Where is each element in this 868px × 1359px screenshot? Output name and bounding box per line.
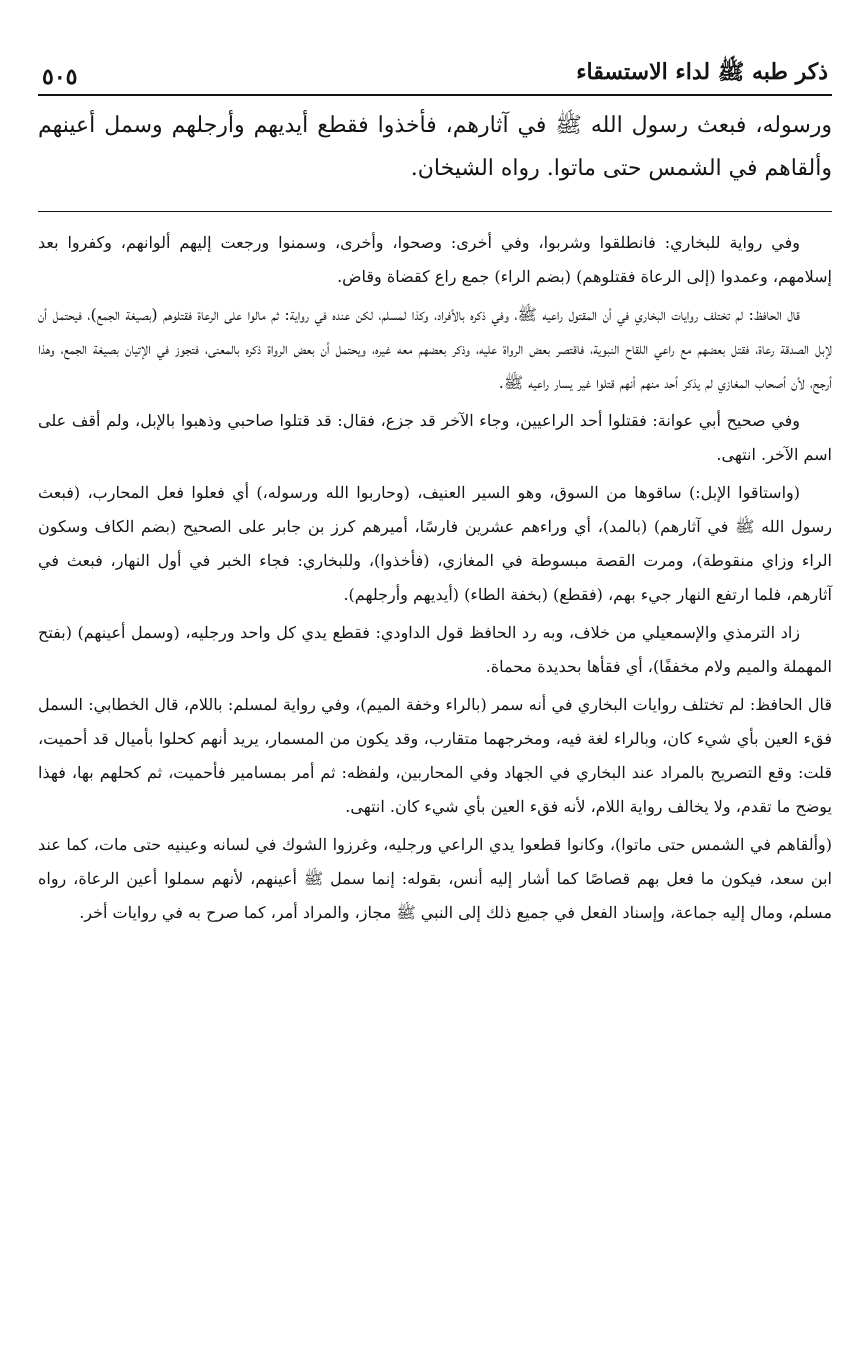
main-hadith-text: ورسوله، فبعث رسول الله ﷺ في آثارهم، فأخذوا فقطع أيديهم وأرجلهم وسمل أعينهم وألقاهم في الشمس حتى ماتوا. رواه الشيخان. bbox=[38, 113, 832, 181]
commentary-paragraph-5: زاد الترمذي والإسمعيلي من خلاف، وبه رد الحافظ قول الداودي: فقطع يدي كل واحد ورجليه، (وسمل أعينهم) (بفتح المهملة والميم ولام مخففًا)، أي فقأها بحديدة محماة. bbox=[38, 623, 832, 676]
commentary-paragraph-7: (وألقاهم في الشمس حتى ماتوا)، وكانوا قطعوا يدي الراعي ورجليه، وغرزوا الشوك في لسانه وعينيه حتى مات، كما عند ابن سعد، فيكون ما فعل بهم قصاصًا كما أشار إليه أنس، بقوله: إنما سمل ﷺ أعينهم، لأنهم سملوا أعين الرعاة، رواه مسلم، ومال إليه جماعة، وإسناد الفعل في جميع ذلك إلى النبي ﷺ مجاز، والمراد أمر، كما صرح به في روايات أخر. bbox=[38, 835, 832, 922]
commentary bbox=[38, 226, 832, 930]
commentary-paragraph-3: وفي صحيح أبي عوانة: فقتلوا أحد الراعيين، وجاء الآخر قد جزع، فقال: قد قتلوا صاحبي وذهبوا بالإبل، ولم أقف على اسم الآخر. انتهى. bbox=[38, 411, 832, 464]
commentary-paragraph-2: قال الحافظ: لم تختلف روايات البخاري في أن المقتول راعيه ﷺ، وفي ذكره بالأفراد، وكذا لمسلم، لكن عنده في رواية: ثم مالوا على الرعاة فقتلوهم (بصيغة الجمع)، فيحتمل أن لإبل الصدقة رعاة، فقتل بعضهم مع راعي اللقاح النبوية، فاقتصر بعض الرواة عليه، وذكر بعضهم معه غيره، ويحتمل أن بعض الرواة ذكره بالمعنى، فتجوز في الإتيان بصيغة الجمع، وهذا أرجح، لأن أصحاب المغازي لم يذكر أحد منهم أنهم قتلوا غير يسار راعيه ﷺ. bbox=[38, 305, 833, 392]
running-header-title: ذكر طبه ﷺ لداء الاستسقاء bbox=[576, 59, 828, 85]
commentary-paragraph-4: (واستاقوا الإبل:) ساقوها من السوق، وهو السير العنيف، (وحاربوا الله ورسوله،) أي فعلوا فعل المحارب، (فبعث رسول الله ﷺ في آثارهم) (بالمد)، أي وراءهم عشرين فارسًا، أميرهم كرز بن جابر على الصحيح (بضم الكاف وسكون الراء وزاي منقوطة)، ومرت القصة مبسوطة في المغازي، (فأخذوا)، وللبخاري: فجاء الخبر في أول النهار، فبعث في آثارهم، فلما ارتفع النهار جيء بهم، (فقطع) (بخفة الطاء) (أيديهم وأرجلهم). bbox=[38, 483, 832, 604]
page bbox=[38, 38, 832, 934]
commentary-paragraph-6: قال الحافظ: لم تختلف روايات البخاري في أنه سمر (بالراء وخفة الميم)، وفي رواية لمسلم: باللام، قال الخطابي: السمل فقء العين بأي شيء كان، وبالراء لغة فيه، ومخرجهما متقارب، وقد يكون من المسمار، يريد أنهم كحلوا بأميال قد أحميت، قلت: وقع التصريح بالمراد عند البخاري في الجهاد وفي المحاربين، ولفظه: ثم أمر بمسامير فأحميت، ثم كحلهم بها، فهذا يوضح ما تقدم، ولا يخالف رواية اللام، لأنه فقء العين بأي شيء كان. انتهى. bbox=[38, 695, 832, 816]
header-rule bbox=[38, 94, 832, 96]
commentary-paragraph-1: وفي رواية للبخاري: فانطلقوا وشربوا، وفي أخرى: وصحوا، وأخرى، وسمنوا ورجعت إليهم ألوانهم، وكفروا بعد إسلامهم، وعمدوا (إلى الرعاة فقتلوهم) (بضم الراء) جمع راع كقضاة وقاض. bbox=[38, 233, 832, 286]
running-header bbox=[38, 38, 832, 90]
section-divider bbox=[38, 211, 832, 212]
page-number: ٥٠٥ bbox=[42, 64, 78, 90]
